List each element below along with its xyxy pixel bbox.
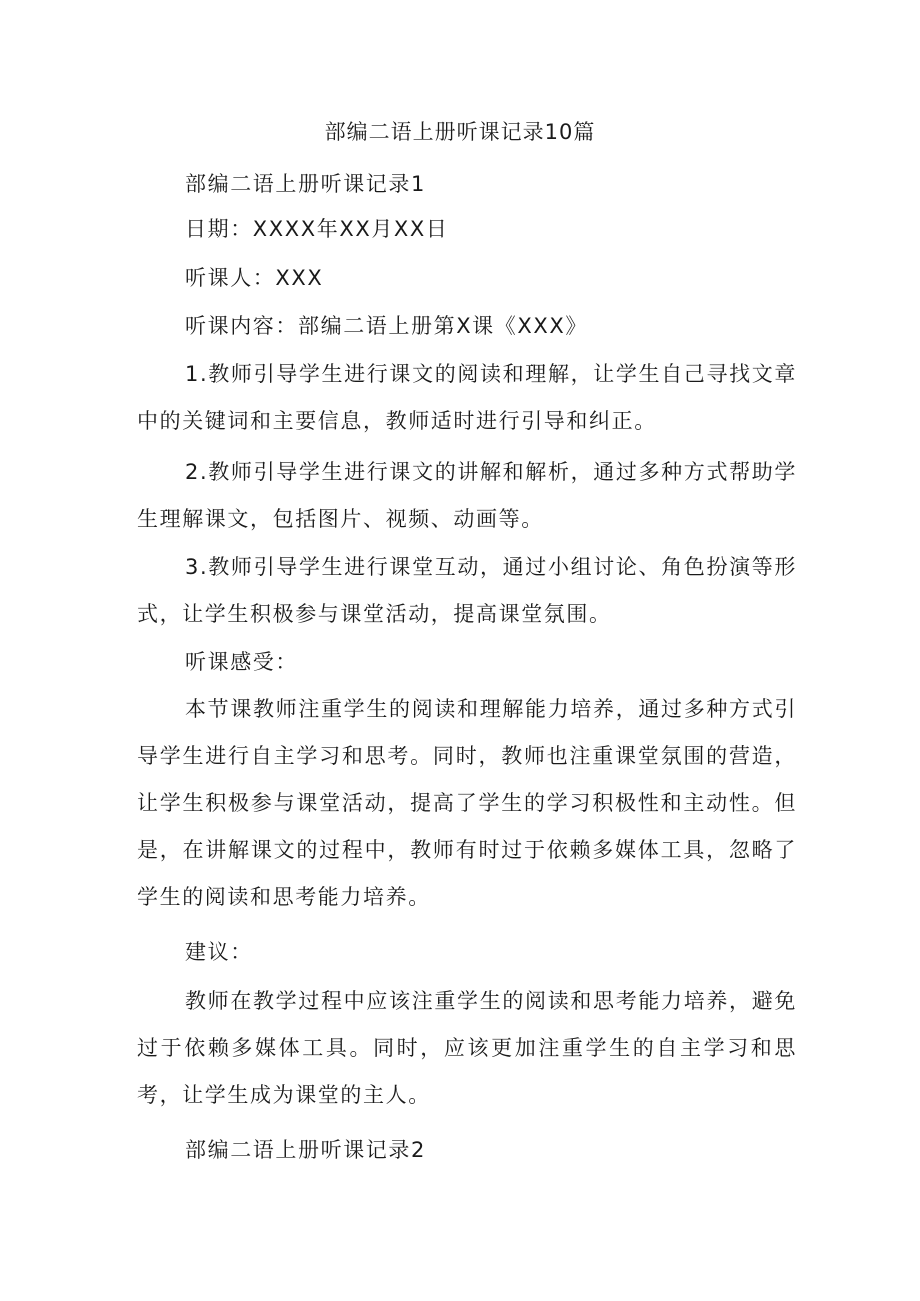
record-1-item-3: 3.教师引导学生进行课堂互动，通过小组讨论、角色扮演等形式，让学生积极参与课堂活动，提高课堂氛围。	[137, 555, 797, 626]
record-1-date: 日期：XXXX年XX月XX日	[185, 217, 449, 241]
record-1-item-2: 2.教师引导学生进行课文的讲解和解析，通过多种方式帮助学生理解课文，包括图片、视频、动画等。	[137, 460, 797, 531]
record-1-content: 听课内容：部编二语上册第X课《XXX》	[185, 314, 588, 338]
suggestion-paragraph: 教师在教学过程中应该注重学生的阅读和思考能力培养，避免过于依赖多媒体工具。同时，应该更加注重学生的自主学习和思考，让学生成为课堂的主人。	[137, 989, 797, 1107]
record-1-listener: 听课人：XXX	[185, 266, 324, 290]
document-title: 部编二语上册听课记录10篇	[324, 120, 596, 144]
feeling-paragraph: 本节课教师注重学生的阅读和理解能力培养，通过多种方式引导学生进行自主学习和思考。同时，教师也注重课堂氛围的营造，让学生积极参与课堂活动，提高了学生的学习积极性和主动性。但是，在讲解课文的过程中，教师有时过于依赖多媒体工具，忽略了学生的阅读和思考能力培养。	[137, 697, 797, 909]
record-1-heading: 部编二语上册听课记录1	[185, 172, 426, 196]
feeling-label: 听课感受：	[185, 650, 298, 674]
suggestion-label: 建议：	[185, 940, 253, 964]
record-2-heading: 部编二语上册听课记录2	[185, 1138, 426, 1162]
record-1-item-1: 1.教师引导学生进行课文的阅读和理解，让学生自己寻找文章中的关键词和主要信息，教师适时进行引导和纠正。	[137, 362, 797, 433]
